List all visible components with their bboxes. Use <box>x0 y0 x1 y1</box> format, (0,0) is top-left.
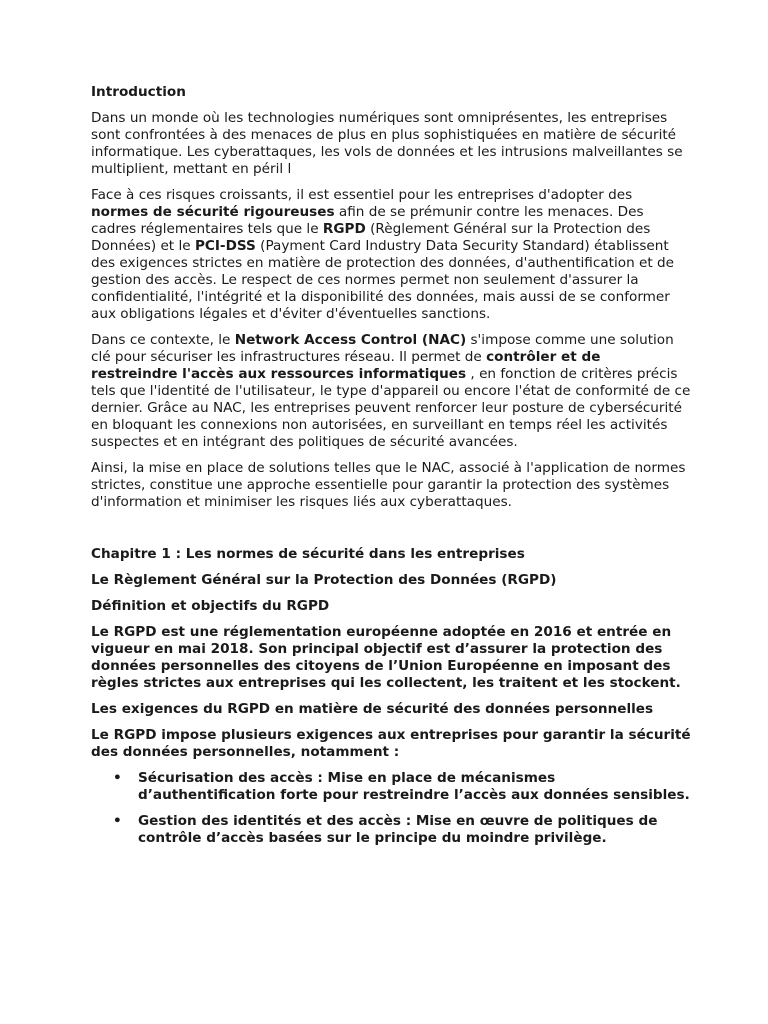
p3-text-3: , en fonction de critères précis tels que l'identité de l'utilisateur, le type d'appareil ou encore l'état de conformité de ce dernier. Grâce au NAC, les entreprises peuvent renforcer leur posture de cybersécurité en bloquant les connexions non autorisées, en surveillant en temps réel les activités suspectes et en intégrant des politiques de sécurité avancées. <box>91 366 691 450</box>
p2-text-2: afin de se prémunir contre les menaces. Des cadres réglementaires tels que le <box>91 204 644 237</box>
p3-text-1: Dans ce contexte, le <box>91 332 235 348</box>
p2-bold-norms: normes de sécurité rigoureuses <box>91 204 335 220</box>
list-item <box>113 770 691 804</box>
p2-text-1: Face à ces risques croissants, il est essentiel pour les entreprises d'adopter des <box>91 187 633 203</box>
p2-text-3: (Règlement Général sur la Protection des Données) et le <box>91 221 651 254</box>
list-item-text: Gestion des identités et des accès : Mise en œuvre de politiques de contrôle d’accès basées sur le principe du moindre privilège. <box>138 813 658 846</box>
p2-bold-pci-dss: PCI-DSS <box>194 238 256 254</box>
p3-text-2: s'impose comme une solution clé pour sécuriser les infrastructures réseau. Il permet de <box>91 332 674 365</box>
requirements-title: Les exigences du RGPD en matière de sécurité des données personnelles <box>91 701 654 717</box>
list-item-text: Sécurisation des accès : Mise en place de mécanismes d’authentification forte pour restreindre l’accès aux données sensibles. <box>138 770 690 803</box>
intro-heading: Introduction <box>91 84 186 100</box>
requirements-intro: Le RGPD impose plusieurs exigences aux entreprises pour garantir la sécurité des données personnelles, notamment : <box>91 727 691 760</box>
subsection-title: Définition et objectifs du RGPD <box>91 598 330 614</box>
chapter-title: Chapitre 1 : Les normes de sécurité dans les entreprises <box>91 546 525 562</box>
intro-paragraph-3 <box>91 332 691 451</box>
section-spacer <box>91 520 691 546</box>
p2-bold-rgpd: RGPD <box>322 221 366 237</box>
requirements-list <box>91 770 691 847</box>
bullet-icon: • <box>113 770 122 786</box>
intro-paragraph-2 <box>91 187 691 323</box>
p3-bold-access: contrôler et de restreindre l'accès aux ressources informatiques <box>91 349 601 382</box>
p2-text-4: (Payment Card Industry Data Security Standard) établissent des exigences strictes en matière de protection des données, d'authentification et de gestion des accès. Le respect de ces normes permet non seulement d'assurer la confidentialité, l'intégrité et la disponibilité des données, mais aussi de se conformer aux obligations légales et d'éviter d'éventuelles sanctions. <box>91 238 675 322</box>
list-item <box>113 813 691 847</box>
intro-paragraph-4: Ainsi, la mise en place de solutions telles que le NAC, associé à l'application de normes strictes, constitue une approche essentielle pour garantir la protection des systèmes d'information et minimiser les risques liés aux cyberattaques. <box>91 460 686 510</box>
p3-bold-nac: Network Access Control (NAC) <box>234 332 467 348</box>
intro-paragraph-1: Dans un monde où les technologies numériques sont omniprésentes, les entreprises sont confrontées à des menaces de plus en plus sophistiquées en matière de sécurité informatique. Les cyberattaques, les vols de données et les intrusions malveillantes se multiplient, mettant en péril l <box>91 110 683 177</box>
bullet-icon: • <box>113 813 122 829</box>
document-page <box>91 84 691 856</box>
section-title: Le Règlement Général sur la Protection des Données (RGPD) <box>91 572 557 588</box>
rgpd-definition: Le RGPD est une réglementation européenne adoptée en 2016 et entrée en vigueur en mai 2018. Son principal objectif est d’assurer la protection des données personnelles des citoyens de l’Union Européenne en imposant des règles strictes aux entreprises qui les collectent, les traitent et les stockent. <box>91 624 681 691</box>
